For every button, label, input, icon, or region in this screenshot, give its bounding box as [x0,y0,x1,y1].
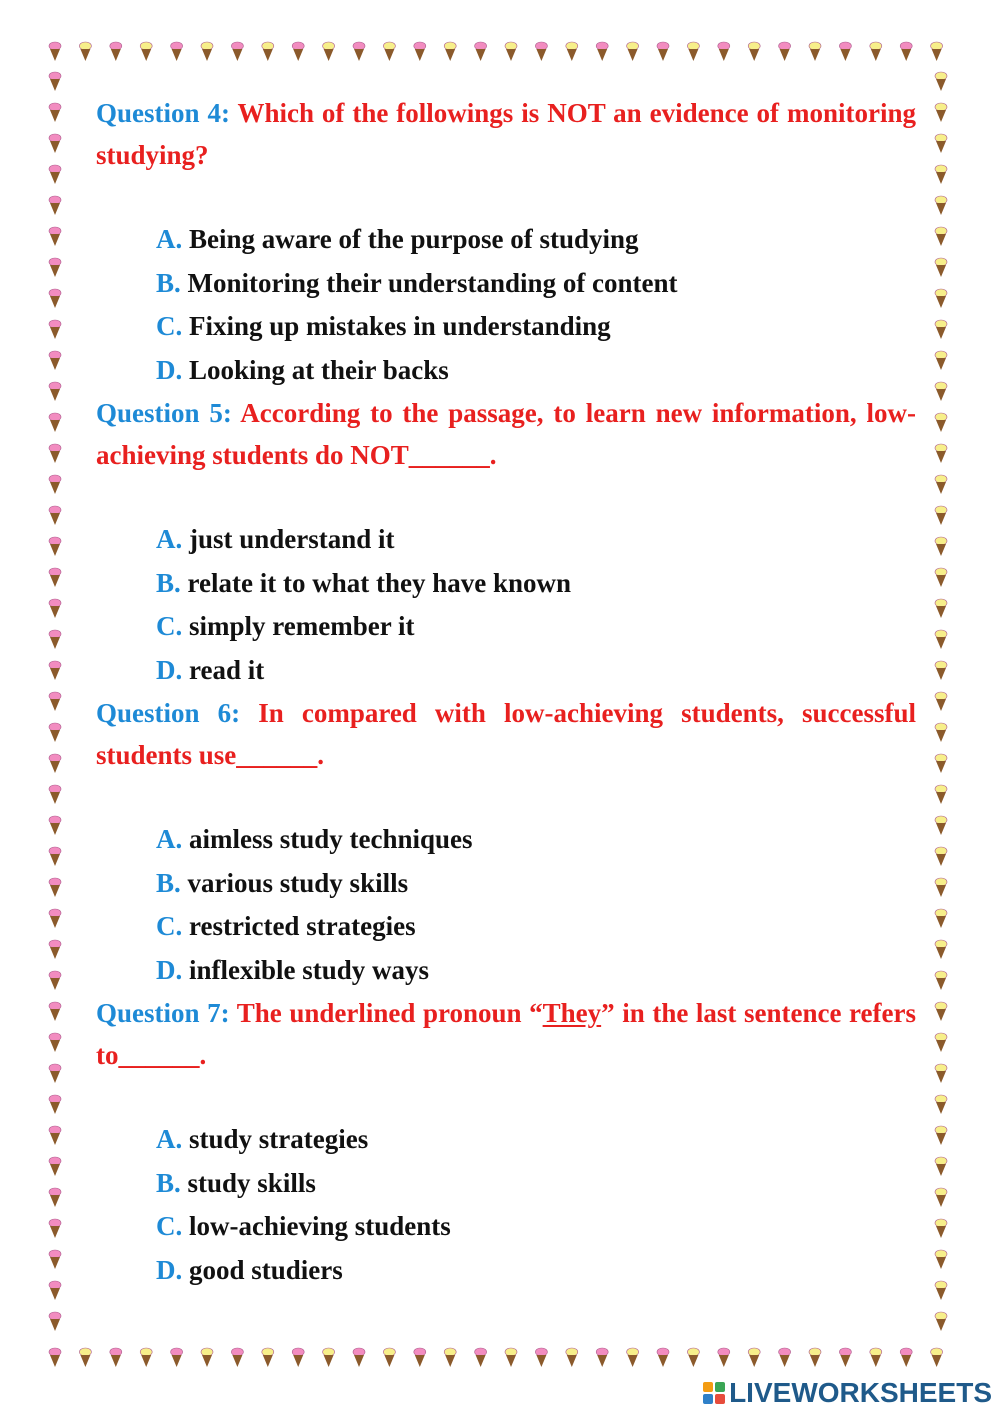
brand-text: LIVEWORKSHEETS [729,1377,992,1408]
ice-cream-cone-icon [935,1157,947,1176]
ice-cream-cone-icon [935,475,947,494]
ice-cream-cone-icon [49,506,61,525]
option-letter: C. [156,1211,183,1241]
question-label: Question 5: [96,398,232,428]
ice-cream-cone-icon [201,1348,213,1367]
ice-cream-cone-icon [931,42,943,61]
ice-cream-cone-icon [535,1348,547,1367]
option-text: various study skills [187,867,409,898]
option-letter: D. [156,354,183,385]
ice-cream-cone-icon [49,227,61,246]
ice-cream-cone-icon [935,258,947,277]
ice-cream-cone-icon [935,537,947,556]
ice-cream-cone-icon [49,692,61,711]
question-text: Which of the followings is NOT an evidence of monitoring studying? [96,98,917,170]
option-letter: A. [156,224,183,254]
liveworksheets-logo-icon [703,1382,725,1404]
ice-cream-cone-icon [49,72,61,91]
ice-cream-cone-icon [870,1348,882,1367]
ice-cream-cone-icon [687,1348,699,1367]
ice-cream-cone-icon [935,72,947,91]
ice-cream-cone-icon [140,42,152,61]
ice-cream-cone-icon [49,382,61,401]
ice-cream-cone-icon [935,444,947,463]
ice-cream-cone-icon [49,785,61,804]
ice-cream-cone-icon [870,42,882,61]
ice-cream-cone-icon [935,661,947,680]
ice-cream-cone-icon [49,1219,61,1238]
ice-cream-cone-icon [292,42,304,61]
option-c[interactable] [156,905,916,949]
option-letter: D. [156,1254,183,1285]
ice-cream-cone-icon [935,289,947,308]
option-letter: A. [156,824,183,854]
question-6-stem [96,692,916,776]
option-text: good studiers [189,1254,343,1285]
ice-cream-cone-icon [414,42,426,61]
option-c[interactable] [156,605,916,649]
ice-cream-cone-icon [657,1348,669,1367]
ice-cream-cone-icon [353,42,365,61]
ice-cream-cone-icon [49,723,61,742]
ice-cream-cone-icon [935,1250,947,1269]
question-5-options [96,518,916,692]
ice-cream-cone-icon [935,971,947,990]
ice-cream-cone-icon [935,506,947,525]
ice-cream-cone-icon [748,42,760,61]
ice-cream-cone-icon [49,537,61,556]
ice-cream-cone-icon [49,1002,61,1021]
ice-cream-cone-icon [49,909,61,928]
ice-cream-cone-icon [839,1348,851,1367]
option-letter: A. [156,1124,183,1154]
ice-cream-cone-icon [935,1095,947,1114]
ice-cream-cone-icon [935,1002,947,1021]
ice-cream-cone-icon [79,1348,91,1367]
ice-cream-cone-icon [935,165,947,184]
option-letter: D. [156,654,183,685]
option-d[interactable] [156,949,916,993]
option-a[interactable] [156,518,916,562]
ice-cream-cone-icon [383,42,395,61]
ice-cream-cone-icon [49,196,61,215]
option-d[interactable] [156,349,916,393]
option-b[interactable] [156,562,916,606]
ice-cream-cone-icon [596,42,608,61]
option-letter: B. [156,567,181,598]
option-c[interactable] [156,305,916,349]
ice-cream-cone-icon [49,413,61,432]
ice-cream-cone-icon [935,785,947,804]
ice-cream-cone-icon [935,630,947,649]
option-letter: C. [156,611,183,641]
ice-cream-cone-icon [444,1348,456,1367]
ice-cream-cone-icon [718,42,730,61]
ice-cream-cone-icon [935,1188,947,1207]
option-letter: B. [156,267,181,298]
ice-cream-cone-icon [49,847,61,866]
option-letter: B. [156,867,181,898]
ice-cream-cone-icon [779,42,791,61]
ice-cream-cone-icon [49,134,61,153]
ice-cream-cone-icon [49,1188,61,1207]
question-4-stem [96,92,916,176]
ice-cream-cone-icon [935,320,947,339]
ice-cream-cone-icon [262,42,274,61]
option-text: inflexible study ways [189,954,430,985]
ice-cream-cone-icon [171,42,183,61]
ice-cream-cone-icon [49,940,61,959]
option-text: just understand it [189,524,395,554]
ice-cream-cone-icon [49,599,61,618]
ice-cream-cone-icon [505,42,517,61]
ice-cream-cone-icon [505,1348,517,1367]
ice-cream-cone-icon [292,1348,304,1367]
ice-cream-cone-icon [935,1219,947,1238]
ice-cream-cone-icon [201,42,213,61]
ice-cream-cone-icon [323,1348,335,1367]
ice-cream-cone-icon [935,940,947,959]
question-7-options [96,1118,916,1292]
ice-cream-cone-icon [935,599,947,618]
ice-cream-cone-icon [935,351,947,370]
option-text: study strategies [189,1124,369,1154]
option-b[interactable] [156,262,916,306]
ice-cream-cone-icon [49,1157,61,1176]
option-letter: C. [156,911,183,941]
ice-cream-cone-icon [49,258,61,277]
ice-cream-cone-icon [49,1095,61,1114]
ice-cream-cone-icon [49,1348,61,1367]
ice-cream-cone-icon [49,1033,61,1052]
ice-cream-cone-icon [535,42,547,61]
ice-cream-cone-icon [49,661,61,680]
option-b[interactable] [156,862,916,906]
question-label: Question 7: [96,998,230,1028]
option-text: Monitoring their understanding of content [187,267,678,298]
option-text: restricted strategies [189,911,416,941]
ice-cream-cone-icon [627,1348,639,1367]
ice-cream-cone-icon [935,134,947,153]
ice-cream-cone-icon [171,1348,183,1367]
ice-cream-cone-icon [935,878,947,897]
ice-cream-cone-icon [49,971,61,990]
ice-cream-cone-icon [475,1348,487,1367]
ice-cream-cone-icon [323,42,335,61]
option-letter: D. [156,954,183,985]
ice-cream-cone-icon [935,103,947,122]
ice-cream-cone-icon [49,475,61,494]
ice-cream-cone-icon [935,816,947,835]
option-a[interactable] [156,818,916,862]
ice-cream-cone-icon [935,847,947,866]
ice-cream-cone-icon [931,1348,943,1367]
ice-cream-cone-icon [49,289,61,308]
ice-cream-cone-icon [779,1348,791,1367]
ice-cream-cone-icon [444,42,456,61]
ice-cream-cone-icon [49,351,61,370]
option-text: Being aware of the purpose of studying [189,224,639,254]
option-b[interactable] [156,1162,916,1206]
option-text: study skills [187,1167,316,1198]
question-6-options [96,818,916,992]
ice-cream-cone-icon [935,196,947,215]
ice-cream-cone-icon [935,723,947,742]
ice-cream-cone-icon [687,42,699,61]
option-text: simply remember it [189,611,415,641]
ice-cream-cone-icon [935,568,947,587]
ice-cream-cone-icon [657,42,669,61]
ice-cream-cone-icon [353,1348,365,1367]
underlined-pronoun: They [542,998,602,1028]
ice-cream-cone-icon [935,1126,947,1145]
ice-cream-cone-icon [49,444,61,463]
ice-cream-cone-icon [49,568,61,587]
ice-cream-cone-icon [809,42,821,61]
ice-cream-cone-icon [49,816,61,835]
ice-cream-cone-icon [414,1348,426,1367]
ice-cream-cone-icon [627,42,639,61]
ice-cream-cone-icon [935,909,947,928]
ice-cream-cone-icon [49,42,61,61]
option-text: relate it to what they have known [187,567,571,598]
ice-cream-cone-icon [140,1348,152,1367]
ice-cream-cone-icon [231,42,243,61]
ice-cream-cone-icon [475,42,487,61]
option-a[interactable] [156,218,916,262]
question-label: Question 4: [96,98,230,128]
ice-cream-cone-icon [49,1312,61,1331]
question-text-before: The underlined pronoun “ [236,998,543,1028]
ice-cream-cone-icon [79,42,91,61]
ice-cream-cone-icon [900,42,912,61]
question-7-stem [96,992,916,1076]
question-text-after: ” in the last sentence refers to______. [96,998,917,1070]
ice-cream-cone-icon [935,1064,947,1083]
liveworksheets-branding [703,1375,992,1411]
ice-cream-cone-icon [935,692,947,711]
option-letter: A. [156,524,183,554]
ice-cream-cone-icon [49,103,61,122]
question-5-stem [96,392,916,476]
ice-cream-cone-icon [935,1281,947,1300]
option-d[interactable] [156,649,916,693]
option-text: read it [189,654,265,685]
ice-cream-cone-icon [231,1348,243,1367]
option-letter: B. [156,1167,181,1198]
question-4-options [96,218,916,392]
option-letter: C. [156,311,183,341]
ice-cream-cone-icon [718,1348,730,1367]
ice-cream-cone-icon [110,42,122,61]
ice-cream-cone-icon [49,754,61,773]
ice-cream-cone-icon [49,1250,61,1269]
ice-cream-cone-icon [49,630,61,649]
ice-cream-cone-icon [935,754,947,773]
ice-cream-cone-icon [748,1348,760,1367]
ice-cream-cone-icon [49,1126,61,1145]
ice-cream-cone-icon [809,1348,821,1367]
ice-cream-cone-icon [596,1348,608,1367]
option-d[interactable] [156,1249,916,1293]
option-text: low-achieving students [189,1211,451,1241]
ice-cream-cone-icon [900,1348,912,1367]
ice-cream-cone-icon [935,1033,947,1052]
ice-cream-cone-icon [110,1348,122,1367]
option-text: Fixing up mistakes in understanding [189,311,611,341]
worksheet-content [96,92,916,1292]
ice-cream-cone-icon [49,320,61,339]
ice-cream-cone-icon [49,1281,61,1300]
option-c[interactable] [156,1205,916,1249]
ice-cream-cone-icon [262,1348,274,1367]
ice-cream-cone-icon [839,42,851,61]
question-label: Question 6: [96,698,241,728]
ice-cream-cone-icon [49,1064,61,1083]
ice-cream-cone-icon [935,1312,947,1331]
ice-cream-cone-icon [566,1348,578,1367]
option-text: aimless study techniques [189,824,473,854]
ice-cream-cone-icon [49,165,61,184]
ice-cream-cone-icon [935,227,947,246]
ice-cream-cone-icon [383,1348,395,1367]
question-text: In compared with low-achieving students, successful students use______. [96,698,916,770]
ice-cream-cone-icon [566,42,578,61]
option-text: Looking at their backs [189,354,449,385]
ice-cream-cone-icon [935,413,947,432]
ice-cream-cone-icon [49,878,61,897]
ice-cream-cone-icon [935,382,947,401]
question-text: According to the passage, to learn new information, low-achieving students do NOT______. [96,398,917,470]
option-a[interactable] [156,1118,916,1162]
